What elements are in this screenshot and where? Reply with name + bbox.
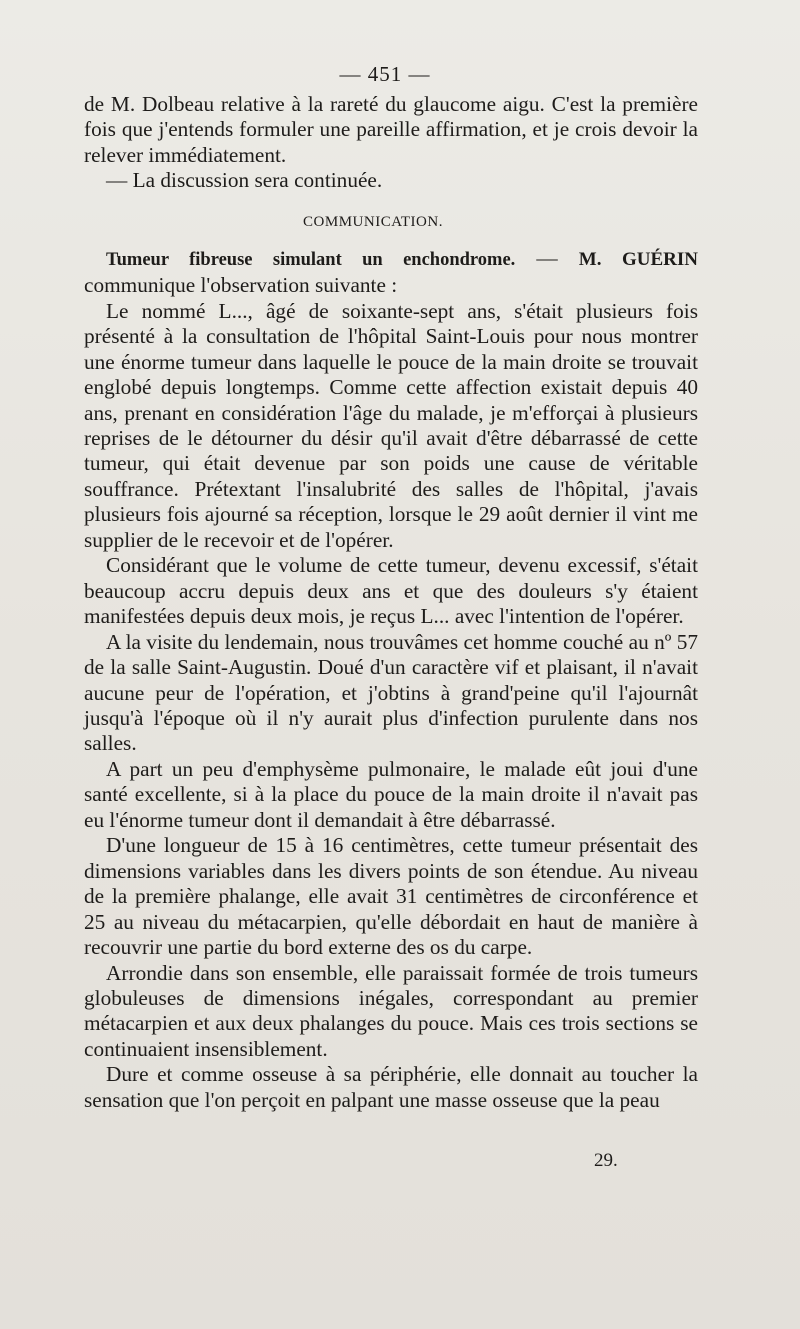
section-heading: COMMUNICATION.: [303, 213, 443, 230]
communication-intro-text: communique l'observation suivante :: [84, 273, 398, 298]
paragraph-3: A la visite du lendemain, nous trouvâmes cet homme couché au nº 57 de la salle Saint-Augustin. Doué d'un caractère vif et plaisant, il n'avait aucune peur de l'opération, et j'obtins à grand'peine qu'il l'ajournât jusqu'à l'époque où il n'y aurait plus d'infection purulente dans nos salles.: [84, 629, 698, 756]
opening-paragraph: de M. Dolbeau relative à la rareté du glaucome aigu. C'est la première fois que j'entends formuler une pareille affirmation, et je crois devoir la relever immédiatement.: [84, 92, 698, 167]
page-number: — 451 —: [339, 62, 431, 86]
paragraph-2: Considérant que le volume de cette tumeur, devenu excessif, s'était beaucoup accru depuis deux ans et que des douleurs s'y étaient manifestées depuis deux mois, je reçus L... avec l'intention de l'opérer.: [84, 553, 698, 629]
page-body: [84, 92, 698, 1113]
paragraph-1: Le nommé L..., âgé de soixante-sept ans, s'était plusieurs fois présenté à la consultation de l'hôpital Saint-Louis pour nous montrer une énorme tumeur dans laquelle le pouce de la main droite se trouvait englobé depuis longtemps. Comme cette affection existait depuis 40 ans, prenant en considération l'âge du malade, je m'efforçai à plusieurs reprises de le détourner du désir qu'il avait d'être débarrassé de cette tumeur, qui était devenue par son poids une cause de véritable souffrance. Prétextant l'insalubrité des salles de l'hôpital, j'avais plusieurs fois ajourné sa réception, lorsque le 29 août dernier il vint me supplier de le recevoir et de l'opérer.: [84, 298, 698, 552]
communication-title: Tumeur fibreuse simulant un enchondrome.: [106, 249, 516, 270]
communication-intro: [84, 246, 698, 299]
paragraph-5: D'une longueur de 15 à 16 centimètres, cette tumeur présentait des dimensions variables dans les divers points de son étendue. Au niveau de la première phalange, elle avait 31 centimètres de circonférence et 25 au niveau du métacarpien, qu'elle débordait en haut de manière à recouvrir une partie du bord externe des os du carpe.: [84, 833, 698, 960]
signature-mark: 29.: [594, 1150, 618, 1171]
paragraph-7: Dure et comme osseuse à sa périphérie, elle donnait au toucher la sensation que l'on perçoit en palpant une masse osseuse que la peau: [84, 1062, 698, 1112]
communication-author: M. GUÉRIN: [578, 248, 698, 270]
closing-remark: — La discussion sera continuée.: [106, 168, 383, 193]
title-dash: —: [515, 245, 579, 270]
paragraph-6: Arrondie dans son ensemble, elle paraissait formée de trois tumeurs globuleuses de dimensions inégales, correspondant au premier métacarpien et aux deux phalanges du pouce. Mais ces trois sections se continuaient insensiblement.: [84, 960, 698, 1061]
paragraph-4: A part un peu d'emphysème pulmonaire, le malade eût joui d'une santé excellente, si à la place du pouce de la main droite il n'avait pas eu l'énorme tumeur dont il demandait à être débarrassé.: [84, 756, 698, 832]
